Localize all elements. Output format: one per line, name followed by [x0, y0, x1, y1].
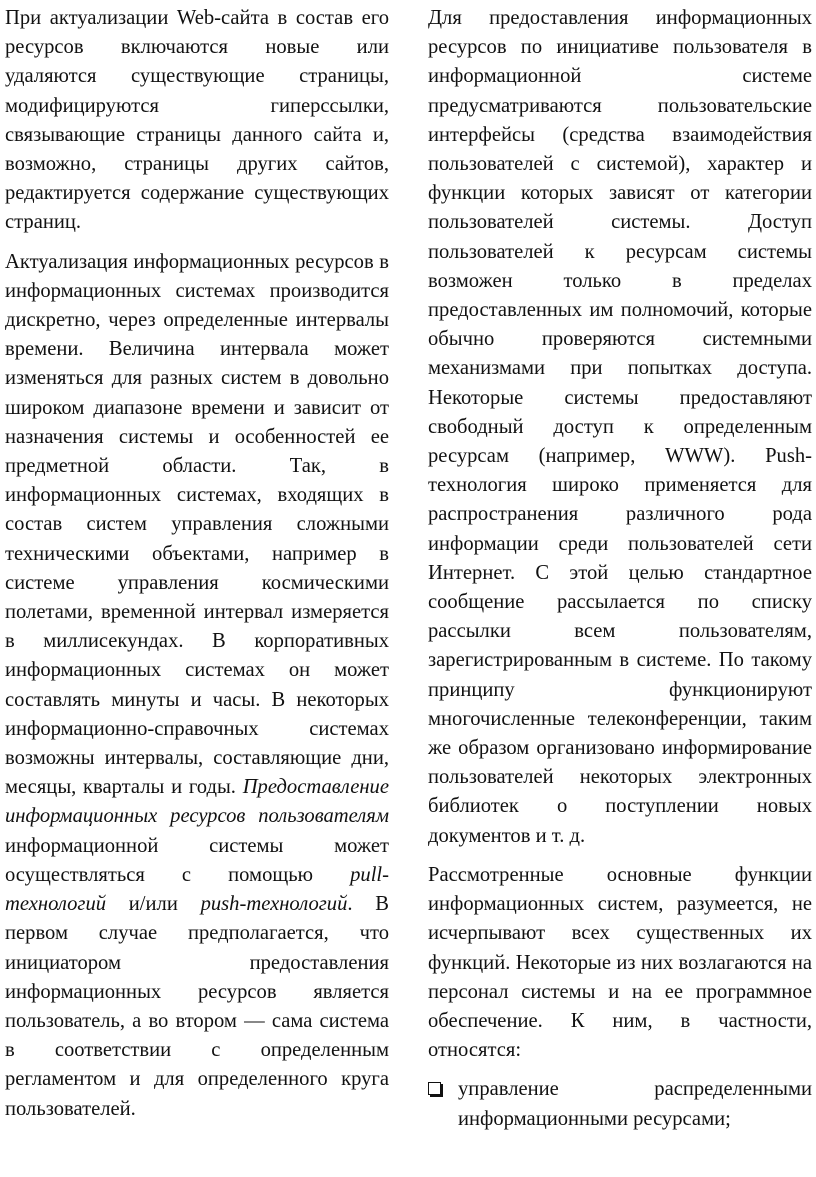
text-segment: и/или [106, 893, 201, 916]
paragraph-other-functions: Рассмотренные основные функции информационных систем, разумеется, не исчерпывают всех существенных их функций. Некоторые из них возлагаются на персонал системы и на ее программное обеспечение. К ним, в частности, относятся: [428, 863, 812, 1062]
paragraph-website-update: При актуализации Web-сайта в состав его ресурсов включаются новые или удаляются существующие страницы, модифицируются гиперссылки, связывающие страницы данного сайта и, возможно, страницы других сайтов, редактируется содержание существующих страниц. [5, 7, 389, 234]
text-segment: . В первом случае предполагается, что инициатором предоставления информационных ресурсов является пользователь, а во втором — сама система в соответствии с определенным регламентом и для определенного круга пользователей. [5, 893, 389, 1120]
emphasis-term-push: push-технологий [200, 893, 348, 916]
paragraph-update-intervals [5, 248, 389, 1124]
text-segment: информационной системы может осуществляться с помощью [5, 834, 389, 886]
emphasis-term: Предоставление информационных ресурсов пользователям [5, 776, 389, 828]
paragraph-user-interfaces: Для предоставления информационных ресурсов по инициативе пользователя в информационной системе предусматриваются пользовательские интерфейсы (средства взаимодействия пользователей с системой), характер и функции которых зависят от категории пользователей системы. Доступ пользователей к ресурсам системы возможен только в пределах предоставленных им полномочий, которые обычно проверяются системными механизмами при попытках доступа. Некоторые системы предоставляют свободный доступ к определенным ресурсам (например, WWW). Push-технология широко применяется для распространения различного рода информации среди пользователей сети Интернет. С этой целью стандартное сообщение рассылается по списку рассылки всем пользователям, зарегистрированным в системе. По такому принципу функционируют многочисленные телеконференции, таким же образом организовано информирование пользователей некоторых электронных библиотек о поступлении новых документов и т. д. [428, 7, 812, 847]
function-list [428, 1075, 812, 1133]
left-column [5, 4, 389, 1134]
checkbox-bullet-icon [428, 1082, 441, 1095]
right-column [428, 4, 812, 1134]
emphasis-term-pull: pull-технологий [5, 863, 389, 916]
list-item [428, 1075, 812, 1133]
list-item-text: управление распределенными информационными ресурсами; [458, 1078, 812, 1130]
text-segment: Актуализация информационных ресурсов в информационных системах производится дискретно, через определенные интервалы времени. Величина интервала может изменяться для разных систем в довольно широком диапазоне времени и зависит от назначения системы и особенностей ее предметной области. Так, в информационных системах, входящих в состав систем управления сложными техническими объектами, например в системе управления космическими полетами, временной интервал измеряется в миллисекундах. В корпоративных информационных системах он может составлять минуты и часы. В некоторых информационно-справочных системах возможны интервалы, составляющие дни, месяцы, кварталы и годы. [5, 250, 389, 799]
